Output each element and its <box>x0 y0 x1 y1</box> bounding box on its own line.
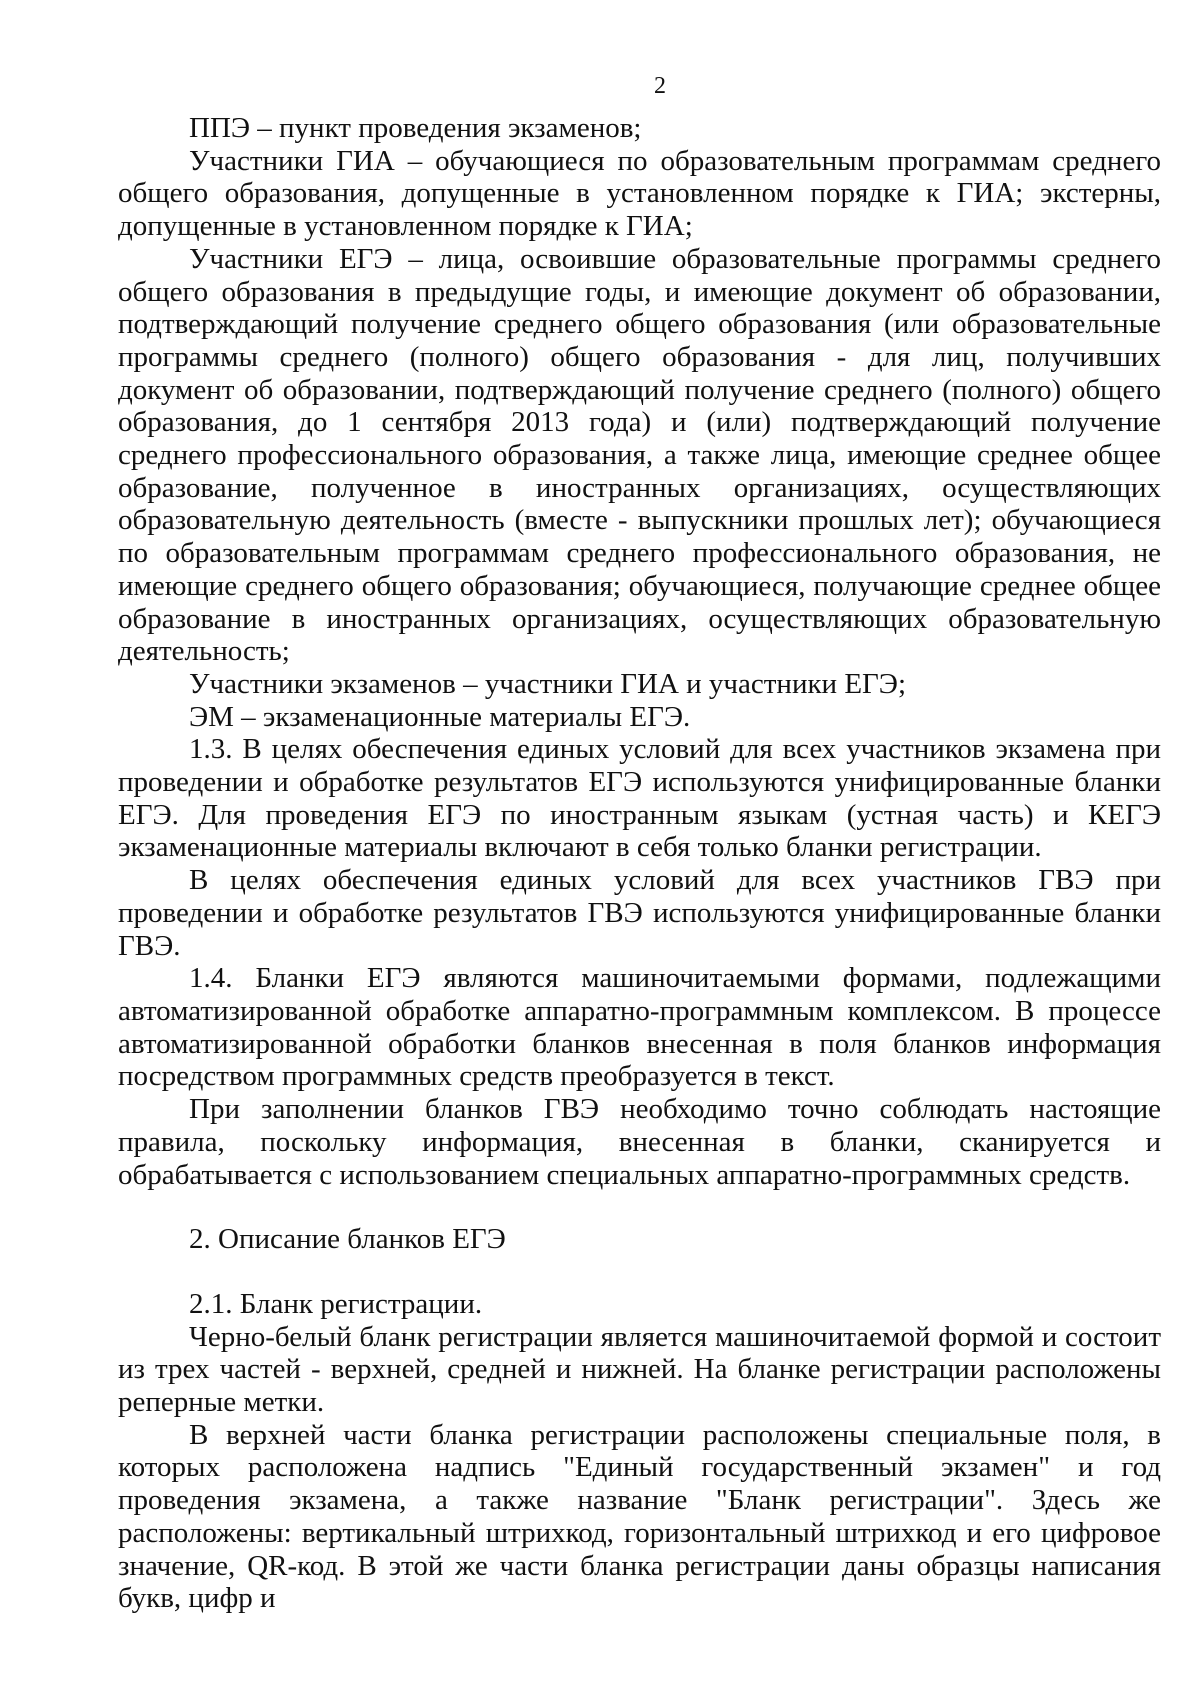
paragraph-gve-conditions: В целях обеспечения единых условий для всех участников ГВЭ при проведении и обработке результатов ГВЭ используются унифицированные бланки ГВЭ. <box>118 864 1161 962</box>
paragraph-em-definition: ЭМ – экзаменационные материалы ЕГЭ. <box>189 700 691 733</box>
paragraph-1-3: 1.3. В целях обеспечения единых условий для всех участников экзамена при проведении и обработке результатов ЕГЭ используются унифицированные бланки ЕГЭ. Для проведения ЕГЭ по иностранным языкам (устная часть) и КЕГЭ экзаменационные материалы включают в себя только бланки регистрации. <box>118 733 1161 864</box>
page-number: 2 <box>654 73 666 99</box>
paragraph-ppe-definition: ППЭ – пункт проведения экзаменов; <box>189 112 642 144</box>
paragraph-gve-filling-rules: При заполнении бланков ГВЭ необходимо точно соблюдать настоящие правила, поскольку информация, внесенная в бланки, сканируется и обрабатывается с использованием специальных аппаратно-программных средств. <box>118 1093 1161 1191</box>
paragraph-exam-participants: Участники экзаменов – участники ГИА и участники ЕГЭ; <box>189 667 906 700</box>
paragraph-2-1: 2.1. Бланк регистрации. <box>189 1287 483 1320</box>
paragraph-registration-form-top: В верхней части бланка регистрации расположены специальные поля, в которых расположена надпись "Единый государственный экзамен" и год проведения экзамена, а также название "Бланк регистрации". Здесь же расположены: вертикальный штрихкод, горизонтальный штрихкод и его цифровое значение, QR-код. В этой же части бланка регистрации даны образцы написания букв, цифр и <box>118 1418 1161 1615</box>
section-heading: 2. Описание бланков ЕГЭ <box>189 1223 506 1256</box>
paragraph-ege-participants: Участники ЕГЭ – лица, освоившие образовательные программы среднего общего образования в предыдущие годы, и имеющие документ об образовании, подтверждающий получение среднего общего образования (или образовательные программы среднего (полного) общего образования - для лиц, получивших документ об образовании, подтверждающий получение среднего (полного) общего образования, до 1 сентября 2013 года) и (или) подтверждающий получение среднего профессионального образования, а также лица, имеющие среднее общее образование, полученное в иностранных организациях, осуществляющих образовательную деятельность (вместе - выпускники прошлых лет); обучающиеся по образовательным программам среднего профессионального образования, не имеющие среднего общего образования; обучающиеся, получающие среднее общее образование в иностранных организациях, осуществляющих образовательную деятельность; <box>118 242 1161 668</box>
document-body <box>118 112 1161 1615</box>
paragraph-1-4: 1.4. Бланки ЕГЭ являются машиночитаемыми формами, подлежащими автоматизированной обработке аппаратно-программным комплексом. В процессе автоматизированной обработки бланков внесенная в поля бланков информация посредством программных средств преобразуется в текст. <box>118 962 1161 1093</box>
paragraph-gia-participants: Участники ГИА – обучающиеся по образовательным программам среднего общего образования, допущенные в установленном порядке к ГИА; экстерны, допущенные в установленном порядке к ГИА; <box>118 144 1161 243</box>
paragraph-registration-form-parts: Черно-белый бланк регистрации является машиночитаемой формой и состоит из трех частей - верхней, средней и нижней. На бланке регистрации расположены реперные метки. <box>118 1320 1161 1419</box>
